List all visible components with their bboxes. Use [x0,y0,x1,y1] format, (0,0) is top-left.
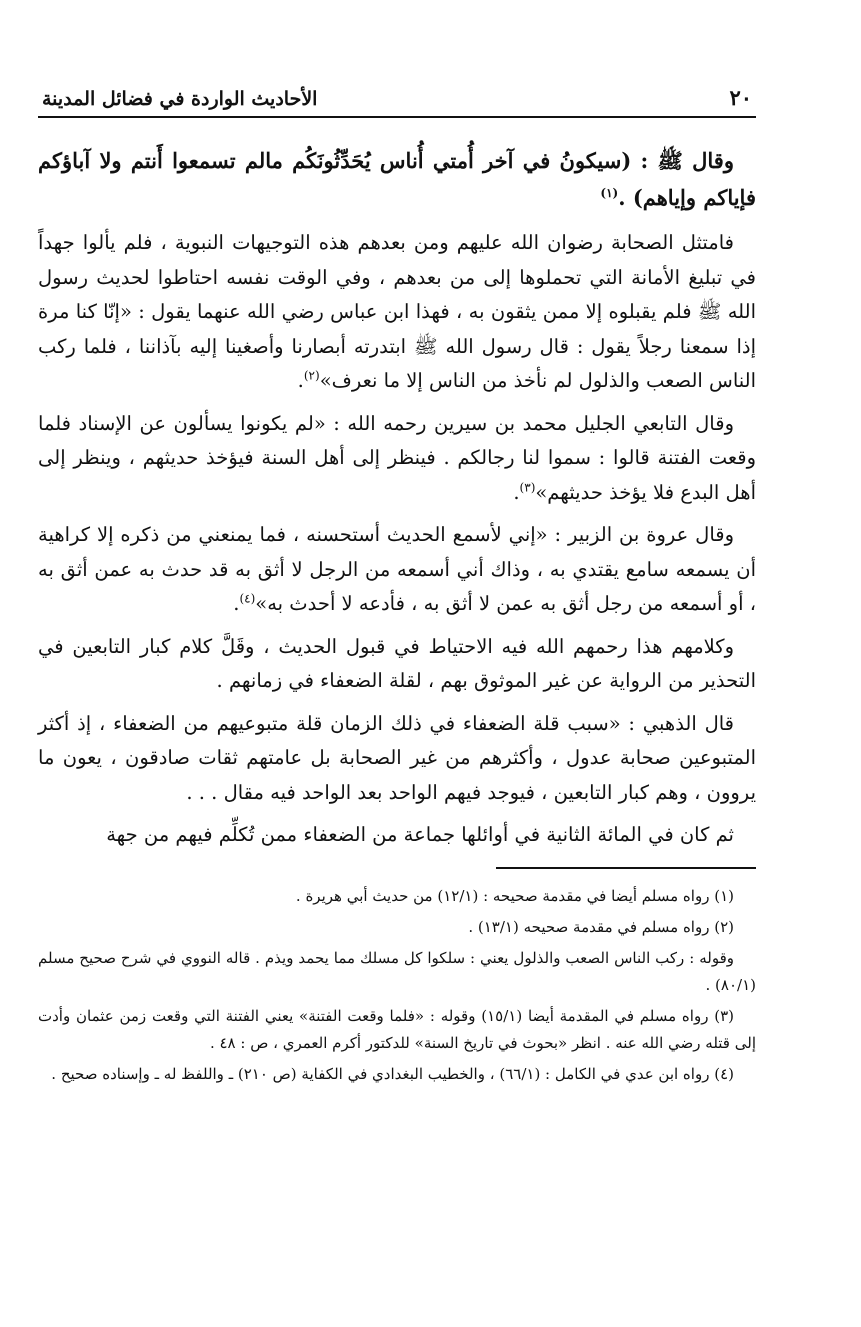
paragraph: وقال عروة بن الزبير : «إني لأسمع الحديث أستحسنه ، فما يمنعني من ذكره إلا كراهية أن يسمعه سامع يقتدي به ، وذاك أني أسمعه من الرجل لا أثق به قد حدث به عمن أثق به ، أو أسمعه من رجل أثق به عمن لا أثق به ، فأدعه لا أحدث به»$^{(٤)}$. [38,523,756,615]
running-title: الأحاديث الواردة في فضائل المدينة [42,88,318,110]
footnote-ref: (٤) [239,591,256,606]
paragraph [38,707,756,811]
paragraph [38,630,756,699]
page-number: ٢٠ [729,85,752,110]
footnotes [38,883,756,1088]
footnote-ref: (٢) [303,368,320,383]
footnote: (١) رواه مسلم أيضا في مقدمة صحيحه : (١٢/١) من حديث أبي هريرة . [295,886,734,905]
footnote: وقوله : ركب الناس الصعب والذلول يعني : سلكوا كل مسلك مما يحمد ويذم . قاله النووي في شرح صحيح مسلم (٨٠/١) . [38,948,756,994]
paragraph-text: قال الذهبي : «سبب قلة الضعفاء في ذلك الزمان قلة متبوعيهم من الضعفاء ، إذ أكثر المتبوعين صحابة عدول ، وأكثرهم من غير الصحابة بل عامتهم ثقات صادقون ، يعون ما يروون ، وهم كبار التابعين ، فيوجد فيهم الواحد بعد الواحد فيه مقال . . . [38,711,756,804]
footnote-ref: (٣) [519,480,536,494]
paragraph-text: وقال عروة بن الزبير : «إني لأسمع الحديث أستحسنه ، فما يمنعني من ذكره إلا كراهية أن يسمعه سامع يقتدي به ، وذاك أني أسمعه من الرجل لا أثق به قد حدث به عمن أثق به ، أو أسمعه من رجل أثق به عمن لا أثق به ، فأدعه لا أحدث به» [38,523,756,615]
book-page [38,78,756,1092]
paragraph [38,818,756,853]
paragraph-text: ثم كان في المائة الثانية في أوائلها جماعة من الضعفاء ممن تُكلِّم فيهم من جهة [106,823,734,846]
footnote: (٤) رواه ابن عدي في الكامل : (٦٦/١) ، والخطيب البغدادي في الكفاية (ص ٢١٠) ـ واللفظ له ـ وإسناده صحيح . [51,1064,734,1083]
paragraph-text: وقال التابعي الجليل محمد بن سيرين رحمه الله : «لم يكونوا يسألون عن الإسناد فلما وقعت الفتنة قالوا : سموا لنا رجالكم . فينظر إلى أهل السنة فيؤخذ حديثهم ، وينظر إلى أهل البدع فلا يؤخذ حديثهم» [38,411,756,504]
footnote-ref: (١) [600,186,619,200]
main-text [38,142,756,853]
running-header [38,78,756,118]
paragraph-text: وقال ﷺ : (سيكونُ في آخر أُمتي أُناس يُحَدِّثُونَكُم مالم تسمعوا أَنتم ولا آباؤكم فإياكم وإياهم) . [38,148,756,210]
paragraph: فامتثل الصحابة رضوان الله عليهم ومن بعدهم هذه التوجيهات النبوية ، فلم يألوا جهداً في تبليغ الأمانة التي تحملوها إلى من بعدهم ، وفي الوقت نفسه احتاطوا لحديث رسول الله ﷺ فلم يقبلوه إلا ممن يثقون به ، فهذا ابن عباس رضي الله عنهما يقول : «إنّا كنا مرة إذا سمعنا رجلاً يقول : قال رسول الله ﷺ ابتدرته أبصارنا وأصغينا إليه بآذاننا ، فلما ركب الناس الصعب والذلول لم نأخذ من الناس إلا ما نعرف»$^{(٢)}$. [38,231,756,392]
paragraph-text: وكلامهم هذا رحمهم الله فيه الاحتياط في قبول الحديث ، وقَلَّ كلام كبار التابعين في التحذير من الرواية عن غير الموثوق بهم ، لقلة الضعفاء في زمانهم . [38,634,756,692]
footnote: (٢) رواه مسلم في مقدمة صحيحه (١٣/١) . [468,917,734,936]
paragraph-hadith [38,142,756,216]
paragraph: وقال التابعي الجليل محمد بن سيرين رحمه الله : «لم يكونوا يسألون عن الإسناد فلما وقعت الفتنة قالوا : سموا لنا رجالكم . فينظر إلى أهل السنة فيؤخذ حديثهم ، وينظر إلى أهل البدع فلا يؤخذ حديثهم»$^{(٣)}$. [38,411,756,504]
footnote: (٣) رواه مسلم في المقدمة أيضا (١٥/١) وقوله : «فلما وقعت الفتنة» يعني الفتنة التي وقعت زمن عثمان وأدت إلى قتله رضي الله عنه . انظر «بحوث في تاريخ السنة» للدكتور أكرم العمري ، ص : ٤٨ . [38,1006,756,1052]
paragraph-text: فامتثل الصحابة رضوان الله عليهم ومن بعدهم هذه التوجيهات النبوية ، فلم يألوا جهداً في تبليغ الأمانة التي تحملوها إلى من بعدهم ، وفي الوقت نفسه احتاطوا لحديث رسول الله ﷺ فلم يقبلوه إلا ممن يثقون به ، فهذا ابن عباس رضي الله عنهما يقول : «إنّا كنا مرة إذا سمعنا رجلاً يقول : قال رسول الله ﷺ ابتدرته أبصارنا وأصغينا إليه بآذاننا ، فلما ركب الناس الصعب والذلول لم نأخذ من الناس إلا ما نعرف» [38,231,756,392]
footnote-separator [496,867,756,869]
